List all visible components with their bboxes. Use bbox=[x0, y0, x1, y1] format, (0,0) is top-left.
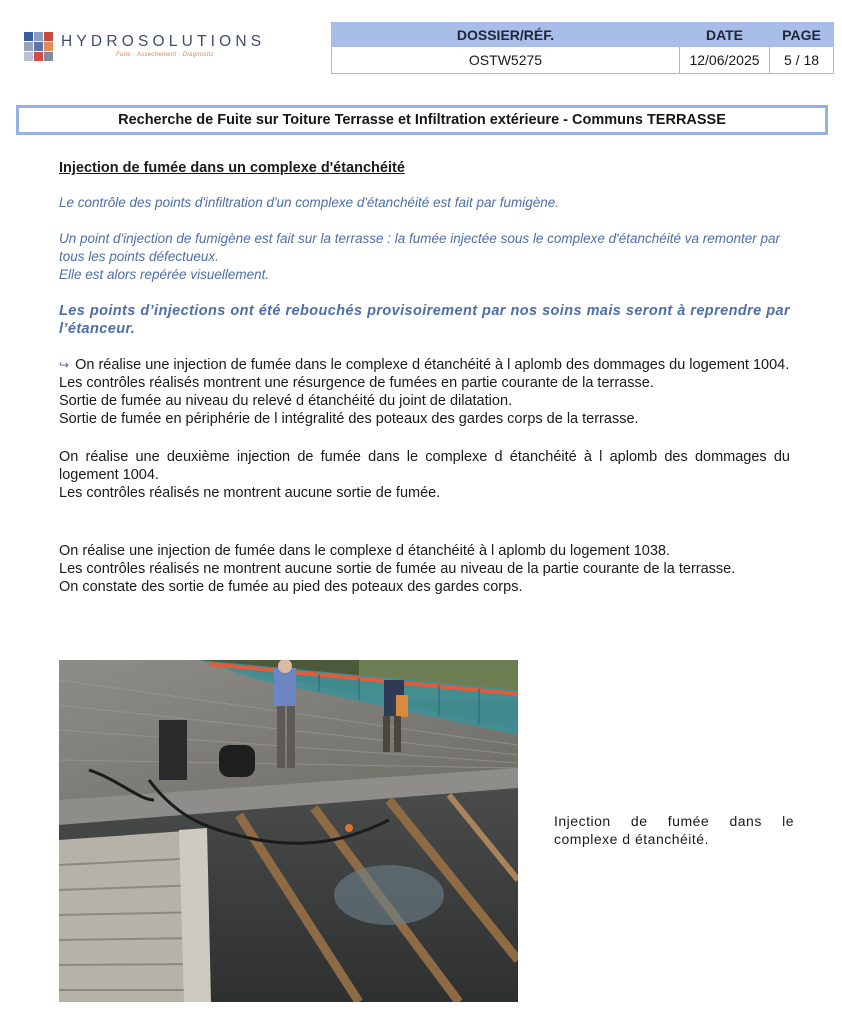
header-page-label: PAGE bbox=[770, 23, 834, 47]
findings-paragraph-3 bbox=[59, 542, 790, 596]
intro-line: Un point d'injection de fumigène est fait sur la terrasse : la fumée injectée sous le complexe d'étanchéité va remonter par tous les points défectueux. bbox=[59, 231, 781, 264]
rooftop-smoke-injection-photo bbox=[59, 660, 518, 1002]
arrow-return-icon: ↪ bbox=[59, 358, 70, 372]
logo-name: HYDROSOLUTIONS bbox=[61, 33, 266, 50]
section-heading: Injection de fumée dans un complexe d'étanchéité bbox=[59, 160, 405, 176]
header-date-value: 12/06/2025 bbox=[680, 47, 770, 74]
logo-squares-icon bbox=[24, 32, 56, 62]
findings-line: Les contrôles réalisés ne montrent aucune sortie de fumée. bbox=[59, 485, 441, 501]
findings-line: On réalise une deuxième injection de fumée dans le complexe d étanchéité à l aplomb des dommages du logement 1004. bbox=[59, 449, 790, 483]
company-logo bbox=[24, 32, 274, 68]
photo-illustration bbox=[59, 660, 518, 1002]
header-date-label: DATE bbox=[680, 23, 770, 47]
findings-line: On réalise une injection de fumée dans le complexe d étanchéité à l aplomb des dommages du logement 1004. bbox=[75, 357, 790, 373]
header-dossier-value: OSTW5275 bbox=[332, 47, 680, 74]
photo-caption: Injection de fumée dans le complexe d étanchéité. bbox=[554, 813, 794, 847]
report-title: Recherche de Fuite sur Toiture Terrasse et Infiltration extérieure - Communs TERRASSE bbox=[118, 112, 726, 128]
findings-line: Les contrôles réalisés montrent une résurgence de fumées en partie courante de la terrasse. bbox=[59, 375, 654, 391]
findings-paragraph-1 bbox=[59, 356, 790, 428]
findings-line: Sortie de fumée en périphérie de l intégralité des poteaux des gardes corps de la terrasse. bbox=[59, 411, 639, 427]
document-header-table bbox=[331, 22, 834, 74]
intro-line: Elle est alors repérée visuellement. bbox=[59, 267, 270, 282]
intro-paragraph-1: Le contrôle des points d'infiltration d'un complexe d'étanchéité est fait par fumigène. bbox=[59, 195, 560, 210]
findings-line: Les contrôles réalisés ne montrent aucune sortie de fumée au niveau de la partie courante de la terrasse. bbox=[59, 561, 736, 577]
intro-paragraph-2 bbox=[59, 230, 790, 284]
findings-line: On réalise une injection de fumée dans le complexe d étanchéité à l aplomb du logement 1038. bbox=[59, 543, 671, 559]
findings-line: On constate des sortie de fumée au pied des poteaux des gardes corps. bbox=[59, 579, 523, 595]
findings-line: Sortie de fumée au niveau du relevé d étanchéité du joint de dilatation. bbox=[59, 393, 513, 409]
report-title-box bbox=[16, 105, 828, 135]
header-page-value: 5 / 18 bbox=[770, 47, 834, 74]
repair-note: Les points d’injections ont été rebouchés provisoirement par nos soins mais seront à reprendre par l’étanceur. bbox=[59, 303, 790, 337]
header-dossier-label: DOSSIER/RÉF. bbox=[332, 23, 680, 47]
logo-tagline: Fuite · Assechement · Diagnostic bbox=[116, 52, 214, 58]
findings-paragraph-2 bbox=[59, 448, 790, 502]
report-section bbox=[59, 160, 790, 596]
